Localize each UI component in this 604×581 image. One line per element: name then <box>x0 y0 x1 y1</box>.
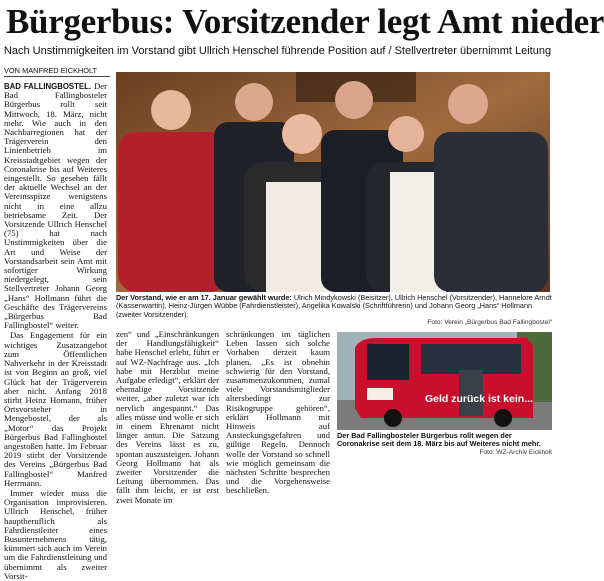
paragraph-2: Das Engagement für ein wichtiges Zusatzangebot zum Öffentlichen Nahverkehr in der Kreisstadt ist von Beginn an groß, viel Glück hat der Trägerverein aber nicht. Anfang 2018 stirbt Heinz Homann, früher Ortsvorsteher in Mengebostel, der als „Motor“ das Projekt Bürgerbus Bad Fallingbostel angestoßen hatte. Im Februar 2019 stirbt der Vorsitzende des Vereins „Bürgerbus Bad Fallingbostel“ Manfred Herrmann. <box>4 330 107 488</box>
caption-text: Ulrich Mindykowski (Beisitzer), Ullrich Henschel (Vorsitzender), Hannelore Arndt (Kassenwartin), Heinz-Jürgen Wübbe (Fahrdienstleister), Angelika Kowalski (Schriftführerin) und Johann Georg „Hans“ Hollmann (zweiter Vorsitzender). <box>116 293 552 319</box>
column-3-text: schränkungen im täglichen Leben lassen sich solche Vorhaben derzeit kaum planen. „Es ist obnehin schwierig für den Vorstand, zusammenzukommen, zumal viele Vorstandsmitglieder altersbedingt zur Risikogruppe gehören“, erklärt Hollmann mit Hinweis auf Ansteckungsgefahren und gültige Regeln. Dennoch wolle der Vorstand so schnell wie möglich gemeinsam die nächsten Schritte besprechen und die Vorgehensweise beschließen. <box>226 329 330 496</box>
article-column-1 <box>4 81 107 581</box>
bus-photo <box>337 332 552 430</box>
bus-caption-text: Der Bad Fallingbosteler Bürgerbus rollt wegen der Coronakrise seit dem 18. März bis auf Weiteres nicht mehr. <box>337 431 541 449</box>
column-2-text: zen“ und „Einschränkungen der Handlungsfähigkeit“ habe Henschel erlebt, führt er auf WZ-Nachfrage aus. „Ich habe mit Herzblut meine Aufgabe erledigt“, erklärt der ehemalige Vorsitzende weiter, „aber zuletzt war ich nervlich angespannt.“ Das alles müsse und wolle er sich in einem Ehrenamt nicht länger antun. Die Satzung des Vereins lässt es zu, spontan auszusteigen. Johann Georg Hollmann hat als zweiter Vorsitzender die Leitung übernommen. Das fällt ihm leicht, er ist erst zwei Monate im <box>116 329 219 505</box>
photo-caption <box>116 294 552 328</box>
article-column-3 <box>226 330 330 498</box>
headline: Bürgerbus: Vorsitzender legt Amt nieder <box>6 2 604 41</box>
bus-photo-caption <box>337 432 552 457</box>
group-photo <box>116 72 550 292</box>
byline-rule <box>4 76 110 77</box>
dateline: BAD FALLINGBOSTEL. <box>4 82 91 91</box>
lead-text: Der Bad Fallingbosteler Bürgerbus rollt seit Mittwoch, 18. März, nicht mehr. Wie auch in den Nachbarregionen hat der Trägerverein den Linienbetrieb im Kreisstadtgebiet wegen der Coronakrise bis auf Weiteres eingestellt. So gesehen fällt der aktuelle Wechsel an der Vereinsspitze wenigstens nicht in eine allzu betriebsame Zeit. Der Vorsitzende Ullrich Henschel (75) hat nach Unstimmigkeiten über die Art und Weise der Vorstandsarbeit sein Amt mit sofortiger Wirkung niedergelegt, sein Stellvertreter Johann Georg „Hans“ Hollmann führt die Geschäfte des Trägervereins „Bürgerbus Bad Fallingbostel“ weiter. <box>4 81 107 331</box>
bus-photo-credit: Foto: WZ-Archiv Eickholt <box>479 448 552 456</box>
paragraph-3: Immer wieder muss die Organisation improvisieren. Ullrich Henschel, früher hauptberuflich als Fahrdienstleiter eines Busunternehmens tätig, kümmert sich auch im Verein um die Fahrdienstleitung und übernimmt als zweiter Vorsit- <box>4 487 107 581</box>
bus-livery-text: Geld zurück ist kein... <box>425 393 533 405</box>
subhead: Nach Unstimmigkeiten im Vorstand gibt Ullrich Henschel führende Position auf / Stellvertreter übernimmt Leitung <box>3 45 552 57</box>
photo-credit: Foto: Verein „Bürgerbus Bad Fallingbostel“ <box>427 319 552 327</box>
caption-lead: Der Vorstand, wie er am 17. Januar gewählt wurde: <box>116 293 292 302</box>
byline: VON MANFRED EICKHOLT <box>4 66 98 75</box>
lead-paragraph <box>4 82 107 330</box>
article-column-2 <box>116 329 219 505</box>
